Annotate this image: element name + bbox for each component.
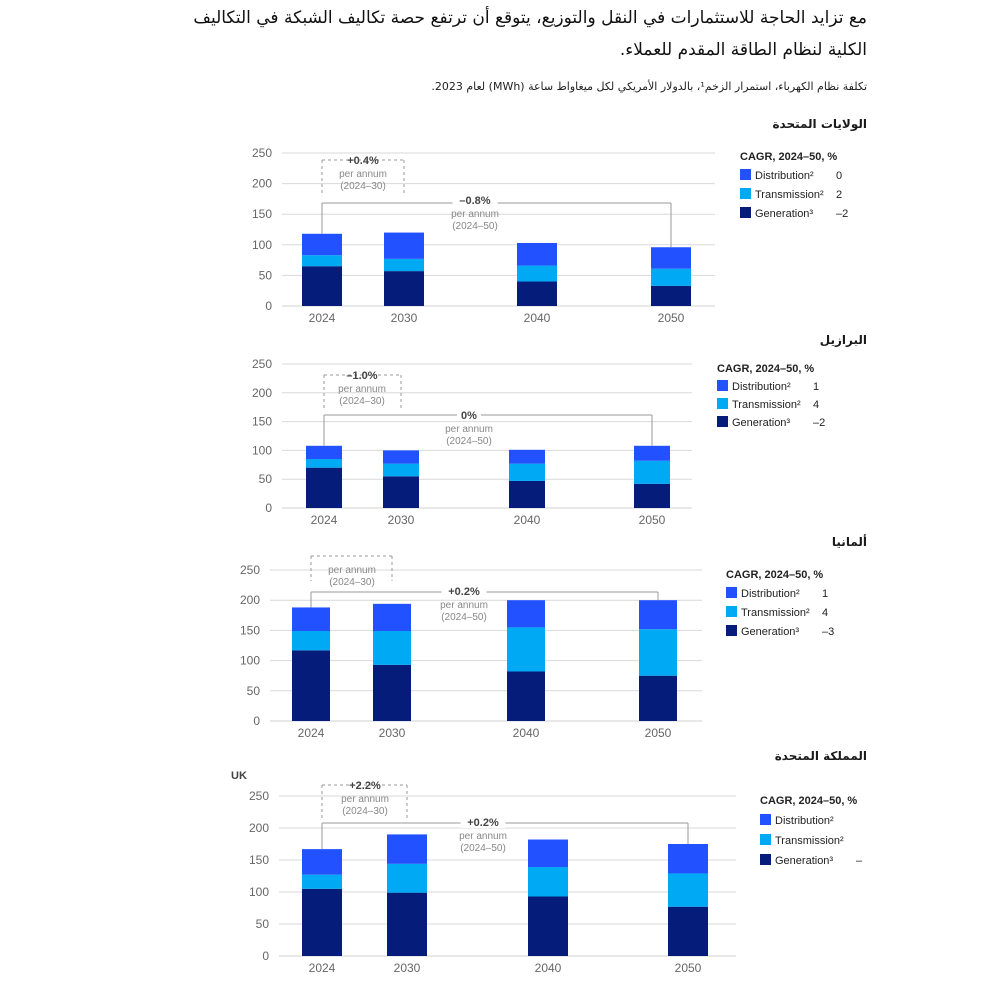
de-legend-label-distribution: Distribution² [741,588,800,600]
uk-legend-label-transmission: Transmission² [775,835,844,847]
br-xtick-2050: 2050 [638,513,666,527]
br-anno2-line1: per annum [445,424,493,435]
br-ytick-250: 250 [251,357,272,371]
uk-ytick-150: 150 [248,853,269,867]
de-xtick-2030: 2030 [378,726,406,740]
de-anno2-line1: per annum [440,600,488,611]
br-legend-label-distribution: Distribution² [732,381,791,393]
br-legend-value-distribution: 1 [813,381,820,393]
uk-xtick-2040: 2040 [534,961,562,975]
uk-legend-label-generation: Generation³ [775,855,834,867]
uk-anno2-line1: per annum [459,831,507,842]
uk-legend-label-distribution: Distribution² [775,815,834,827]
de-ytick-100: 100 [239,653,260,668]
br-legend-value-generation: –2 [813,417,826,429]
uk-xtick-2030: 2030 [393,961,421,975]
uk-anno1-value: +2.2% [349,780,381,792]
us-ytick-250: 250 [251,146,272,160]
us-anno1-line2: (2024–30) [340,181,386,192]
uk-bar-2040-transmission [528,867,568,896]
de-legend-label-generation: Generation³ [741,626,800,638]
de-xtick-2050: 2050 [644,726,672,740]
us-legend-value-transmission: 2 [836,189,843,201]
uk-legend-value-generation: – [856,855,863,867]
de-ytick-0: 0 [253,714,260,728]
uk-bar-2024-generation [302,889,342,956]
us-ytick-150: 150 [251,207,272,222]
de-legend-value-transmission: 4 [822,607,829,619]
uk-bar-2050-generation [668,907,708,956]
br-anno2-value: 0% [461,410,477,422]
de-anno2-value: +0.2% [448,586,480,598]
de-ytick-250: 250 [239,563,260,577]
de-xtick-2024: 2024 [297,726,325,740]
br-anno1-value: –1.0% [346,370,378,382]
br-legend-label-transmission: Transmission² [732,399,801,411]
br-xtick-2024: 2024 [310,513,338,527]
figure-subtitle: تكلفة نظام الكهرباء، استمرار الزخم¹، بالدولار الأمريكي لكل ميغاواط ساعة (MWh) لعام 2023. [431,80,867,93]
br-ytick-100: 100 [251,443,272,458]
us-anno1-line1: per annum [339,169,387,180]
uk-bar-2040-generation [528,896,568,956]
us-ytick-0: 0 [265,299,272,313]
uk-ytick-0: 0 [262,949,269,963]
country-title-brazil: البرازيل [819,333,867,347]
de-xtick-2040: 2040 [512,726,540,740]
br-xtick-2030: 2030 [387,513,415,527]
uk-legend-swatch-generation [760,854,771,865]
de-anno2-line2: (2024–50) [441,612,487,623]
intro-paragraph: مع تزايد الحاجة للاستثمارات في النقل والتوزيع، يتوقع أن ترتفع حصة تكاليف الشبكة في التكاليف الكلية لنظام الطاقة المقدم للعملاء. [193,8,867,60]
br-ytick-50: 50 [258,472,272,487]
uk-ytick-250: 250 [248,789,269,803]
us-ytick-100: 100 [251,237,272,252]
us-anno2-line1: per annum [451,209,499,220]
us-xtick-2040: 2040 [523,311,551,325]
us-anno2-line2: (2024–50) [452,221,498,232]
de-anno1-line1: per annum [328,565,376,576]
br-anno1-line2: (2024–30) [339,396,385,407]
br-legend-title: CAGR, 2024–50, % [717,363,815,375]
uk-legend-swatch-distribution [760,814,771,825]
us-legend-title: CAGR, 2024–50, % [740,151,838,163]
uk-bar-2050-distribution [668,844,708,873]
country-title-germany: ألمانيا [831,535,867,549]
us-legend-label-generation: Generation³ [755,208,814,220]
uk-bar-2024-transmission [302,875,342,889]
uk-corner-label: UK [231,770,247,782]
us-legend-label-transmission: Transmission² [755,189,824,201]
de-anno1-line2: (2024–30) [329,577,375,588]
country-title-uk: المملكة المتحدة [774,749,867,763]
us-legend-label-distribution: Distribution² [755,170,814,182]
uk-ytick-100: 100 [248,885,269,899]
br-ytick-0: 0 [265,501,272,515]
us-ytick-200: 200 [251,176,272,191]
us-anno1-value: +0.4% [347,155,379,167]
uk-anno2-line2: (2024–50) [460,843,506,854]
uk-ytick-200: 200 [248,821,269,835]
uk-anno1-line1: per annum [341,794,389,805]
us-xtick-2030: 2030 [390,311,418,325]
uk-anno2-value: +0.2% [467,817,499,829]
uk-ytick-50: 50 [255,917,269,931]
us-legend-value-distribution: 0 [836,170,843,182]
br-legend-value-transmission: 4 [813,399,820,411]
br-ytick-200: 200 [251,385,272,400]
de-ytick-50: 50 [246,683,260,698]
de-legend-value-distribution: 1 [822,588,829,600]
us-ytick-50: 50 [258,268,272,283]
de-legend-value-generation: –3 [822,626,835,638]
br-ytick-150: 150 [251,414,272,429]
country-title-us: الولايات المتحدة [772,117,867,131]
uk-legend-swatch-transmission [760,834,771,845]
uk-bar-2030-generation [387,893,427,956]
de-ytick-150: 150 [239,623,260,638]
us-anno2-value: –0.8% [459,195,491,207]
br-xtick-2040: 2040 [513,513,541,527]
br-legend-label-generation: Generation³ [732,417,791,429]
uk-bar-2030-transmission [387,864,427,893]
uk-anno1-line2: (2024–30) [342,806,388,817]
uk-legend-title: CAGR, 2024–50, % [760,795,858,807]
us-legend-value-generation: –2 [836,208,849,220]
de-legend-title: CAGR, 2024–50, % [726,569,824,581]
br-anno2-line2: (2024–50) [446,436,492,447]
uk-xtick-2050: 2050 [674,961,702,975]
de-legend-label-transmission: Transmission² [741,607,810,619]
uk-bar-2024-distribution [302,849,342,875]
uk-bar-2040-distribution [528,840,568,868]
us-xtick-2024: 2024 [308,311,336,325]
uk-xtick-2024: 2024 [308,961,336,975]
uk-bar-2030-distribution [387,834,427,863]
us-xtick-2050: 2050 [657,311,685,325]
uk-bar-2050-transmission [668,873,708,906]
br-anno1-line1: per annum [338,384,386,395]
de-ytick-200: 200 [239,593,260,608]
